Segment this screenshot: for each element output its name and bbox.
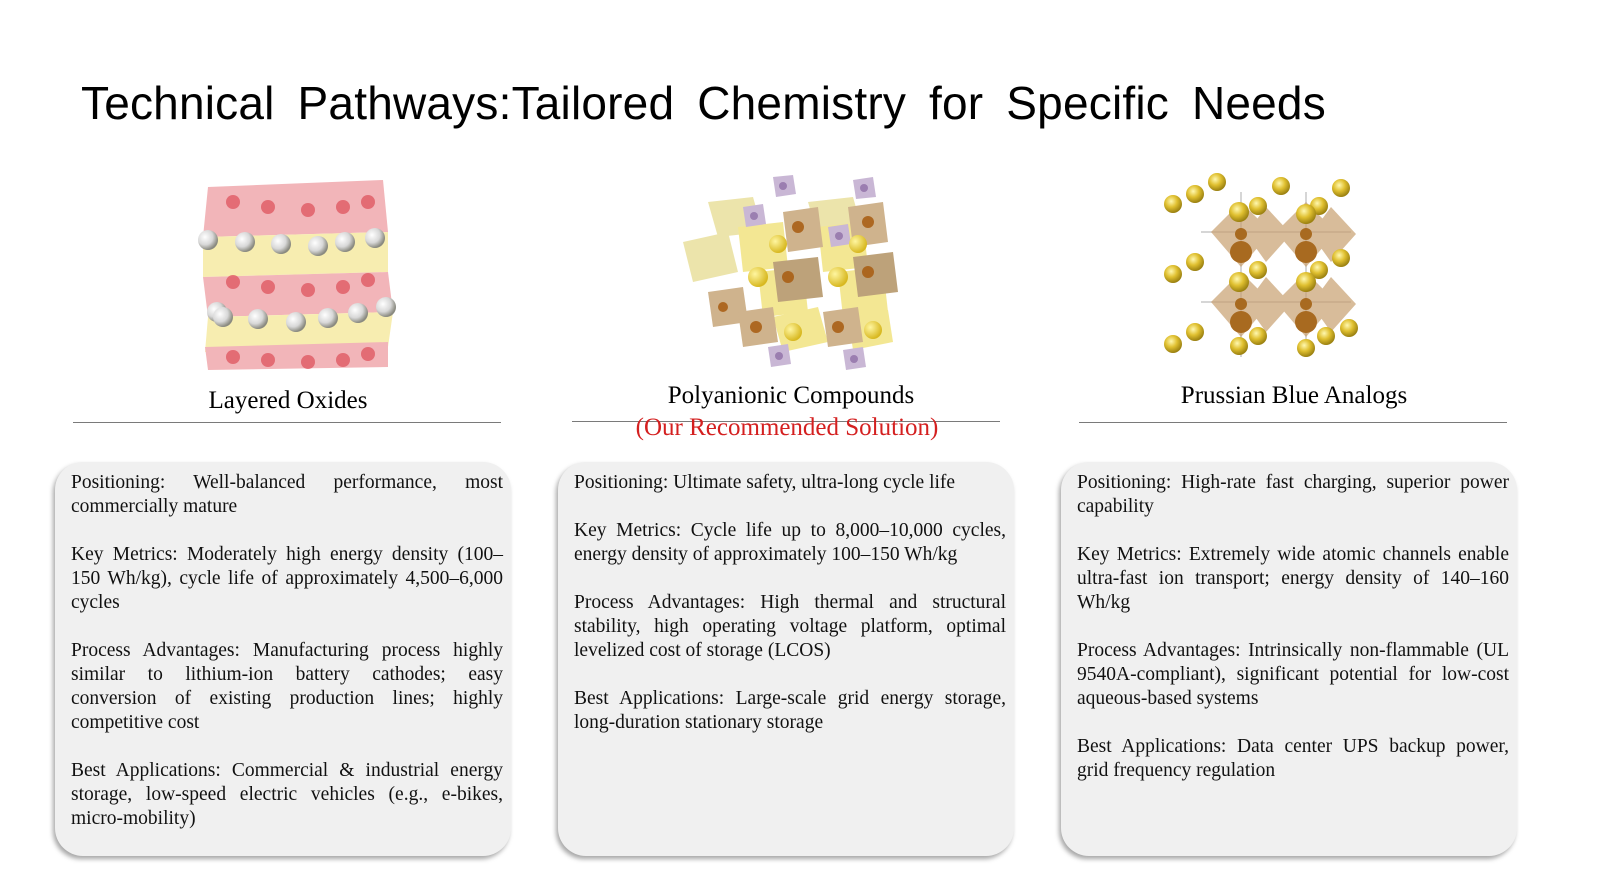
process-advantages-text: Process Advantages: Intrinsically non-flammable (UL 9540A-compliant), significant potential for low-cost aqueous-based systems (1077, 640, 1509, 709)
process-advantages-text: Process Advantages: Manufacturing process highly similar to lithium-ion battery cathodes; easy conversion of existing production lines; highly competitive cost (71, 640, 503, 733)
best-applications-text: Best Applications: Commercial & industrial energy storage, low-speed electric vehicles (e.g., e-bikes, micro-mobility) (71, 760, 503, 829)
divider (73, 422, 501, 423)
prussian-blue-structure-icon (1151, 172, 1381, 372)
layered-oxide-structure-icon (183, 172, 413, 372)
key-metrics-text: Key Metrics: Extremely wide atomic channels enable ultra-fast ion transport; energy density of 140–160 Wh/kg (1077, 544, 1509, 613)
positioning-text: Positioning: Well-balanced performance, most commercially mature (71, 472, 503, 517)
column-heading: Prussian Blue Analogs (1180, 382, 1408, 409)
polyanionic-structure-icon (678, 172, 908, 372)
info-card (1061, 462, 1517, 856)
divider (1079, 422, 1507, 423)
column-prussian-blue-analogs (1059, 0, 1519, 893)
column-heading: Layered Oxides (208, 387, 368, 414)
positioning-text: Positioning: Ultimate safety, ultra-long cycle life (574, 472, 956, 493)
slide-title: Technical Pathways:Tailored Chemistry for Specific Needs (81, 77, 1326, 129)
column-layered-oxides (53, 0, 513, 893)
column-heading: Polyanionic Compounds (667, 382, 915, 409)
info-card (558, 462, 1014, 856)
column-polyanionic-compounds (556, 0, 1016, 893)
info-card (55, 462, 511, 856)
best-applications-text: Best Applications: Data center UPS backup power, grid frequency regulation (1077, 736, 1509, 781)
key-metrics-text: Key Metrics: Moderately high energy density (100–150 Wh/kg), cycle life of approximately 4,500–6,000 cycles (71, 544, 503, 613)
process-advantages-text: Process Advantages: High thermal and structural stability, high operating voltage platform, optimal levelized cost of storage (LCOS) (574, 592, 1006, 661)
best-applications-text: Best Applications: Large-scale grid energy storage, long-duration stationary storage (574, 688, 1006, 733)
key-metrics-text: Key Metrics: Cycle life up to 8,000–10,000 cycles, energy density of approximately 100–150 Wh/kg (574, 520, 1006, 565)
recommended-label: (Our Recommended Solution) (635, 414, 939, 441)
positioning-text: Positioning: High-rate fast charging, superior power capability (1077, 472, 1509, 517)
